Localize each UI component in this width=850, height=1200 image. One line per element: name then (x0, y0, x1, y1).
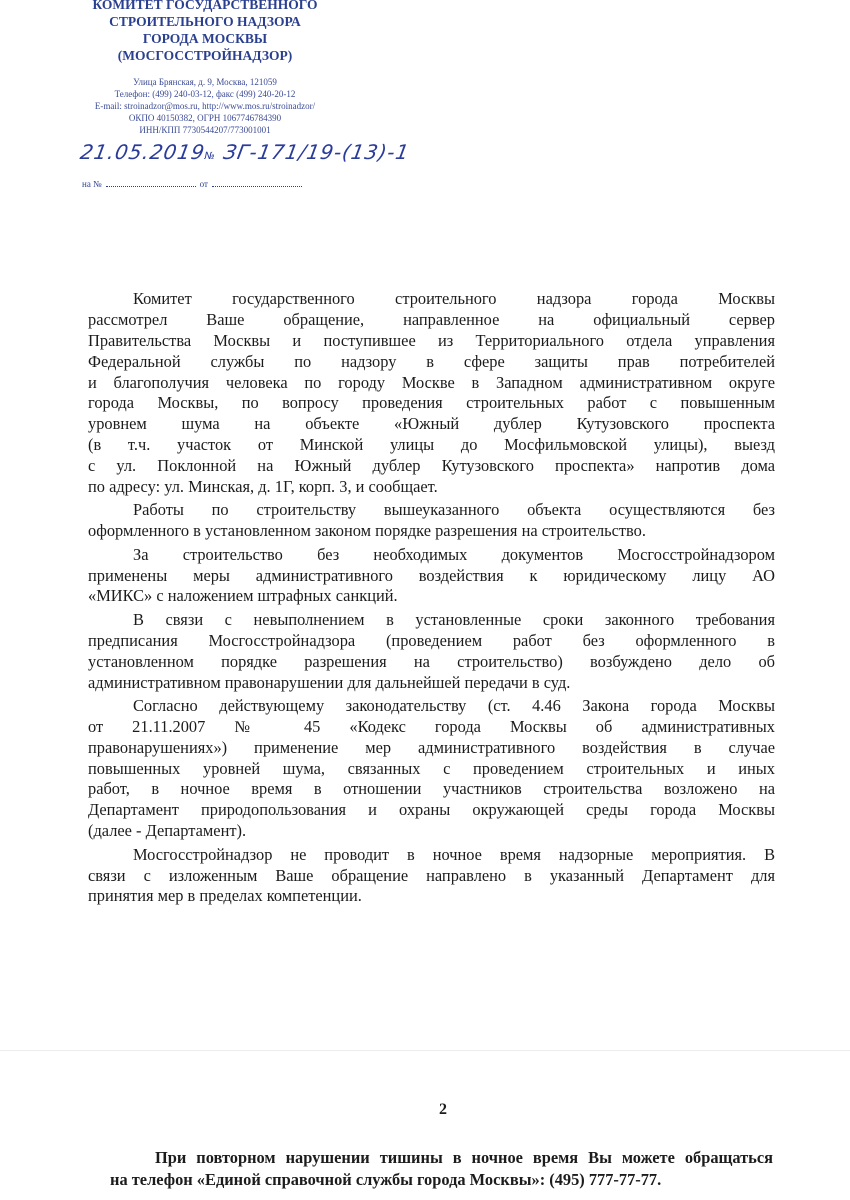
letterhead-organization (60, 0, 350, 64)
text-line: связи с изложенным Ваше обращение направлено в указанный Департамент для (88, 865, 775, 885)
text-line: Федеральной службы по надзору в сфере защиты прав потребителей (88, 351, 775, 371)
letterhead-contacts (60, 76, 350, 136)
text-line: «МИКС» с наложением штрафных санкций. (88, 586, 398, 606)
text-line: принятия мер в пределах компетенции. (88, 886, 362, 906)
text-line: Правительства Москвы и поступившее из Территориального отдела управления (88, 330, 775, 350)
footer-line: При повторном нарушении тишины в ночное время Вы можете обращаться (155, 1148, 773, 1167)
text-line: правонарушениях») применение мер административного воздействия в случае (88, 737, 775, 757)
paragraph (88, 845, 775, 908)
reference-line (82, 178, 306, 190)
text-line: В связи с невыполнением в установленные сроки законного требования (133, 609, 775, 629)
org-line: (МОСГОССТРОЙНАДЗОР) (117, 48, 293, 63)
okpo-ogrn: ОКПО 40150382, ОГРН 1067746784390 (128, 113, 282, 123)
text-line: Мосгосстройнадзор не проводит в ночное время надзорные мероприятия. В (133, 844, 775, 864)
footer-line: на телефон «Единой справочной службы города Москвы»: (495) 777-77-77. (110, 1170, 662, 1189)
text-line: города Москвы, по вопросу проведения строительных работ с повышенным (88, 393, 775, 413)
letter-body (88, 289, 775, 910)
text-line: применены меры административного воздействия к юридическому лицу АО (88, 565, 775, 585)
number-sign: № (203, 151, 217, 162)
text-line: Комитет государственного строительного надзора города Москвы (133, 289, 775, 308)
org-line: СТРОИТЕЛЬНОГО НАДЗОРА (109, 14, 301, 29)
text-line: работ, в ночное время в отношении участников строительства возложено на (88, 779, 775, 799)
text-line: рассмотрел Ваше обращение, направленное на официальный сервер (88, 309, 775, 329)
text-line: предписания Мосгосстройнадзора (проведением работ без оформленного в (88, 630, 775, 650)
paragraph (88, 610, 775, 694)
email: E-mail: stroinadzor@mos.ru, http://www.mos.ru/stroinadzor/ (94, 101, 316, 111)
ref-from: от (199, 179, 208, 189)
text-line: За строительство без необходимых документов Мосгосстройнадзором (133, 544, 775, 564)
org-line: КОМИТЕТ ГОСУДАРСТВЕННОГО (92, 0, 318, 12)
address: Улица Брянская, д. 9, Москва, 121059 (133, 77, 277, 87)
text-line: Согласно действующему законодательству (ст. 4.46 Закона города Москвы (133, 695, 775, 715)
text-line: и благополучия человека по городу Москве в Западном административном округе (88, 372, 775, 392)
handwritten-registration (77, 140, 411, 169)
ref-date-blank (212, 186, 302, 187)
page-divider (0, 1050, 850, 1051)
phone: Телефон: (499) 240-03-12, факс (499) 240-20-12 (114, 89, 296, 99)
text-line: административном правонарушении для дальнейшей передачи в суд. (88, 672, 571, 692)
footer-notice (110, 1147, 773, 1191)
text-line: (далее - Департамент). (88, 821, 247, 841)
text-line: повышенных уровней шума, связанных с проведением строительных и иных (88, 758, 775, 778)
paragraph (88, 696, 775, 842)
org-line: ГОРОДА МОСКВЫ (142, 31, 268, 46)
text-line: установленном порядке разрешения на строительство) возбуждено дело об (88, 651, 775, 671)
text-line: Департамент природопользования и охраны окружающей среды города Москвы (88, 800, 775, 820)
paragraph (88, 545, 775, 608)
paragraph (88, 500, 775, 542)
text-line: Работы по строительству вышеуказанного объекта осуществляются без (133, 500, 775, 520)
registration-date: 21.05.2019 (78, 140, 208, 164)
ref-prefix: на № (82, 179, 102, 189)
paragraph (88, 289, 775, 498)
text-line: с ул. Поклонной на Южный дублер Кутузовского проспекта» напротив дома (88, 456, 775, 476)
page-number: 2 (439, 1101, 447, 1118)
registration-number: ЗГ-171/19-(13)-1 (221, 140, 412, 164)
text-line: оформленного в установленном законом порядке разрешения на строительство. (88, 521, 646, 541)
text-line: от 21.11.2007 № 45 «Кодекс города Москвы об административных (88, 716, 775, 736)
ref-number-blank (106, 186, 196, 187)
inn-kpp: ИНН/КПП 7730544207/773001001 (139, 125, 271, 135)
text-line: уровнем шума на объекте «Южный дублер Кутузовского проспекта (88, 414, 775, 434)
text-line: по адресу: ул. Минская, д. 1Г, корп. 3, и сообщает. (88, 477, 438, 497)
text-line: (в т.ч. участок от Минской улицы до Мосфильмовской улицы), выезд (88, 435, 775, 455)
